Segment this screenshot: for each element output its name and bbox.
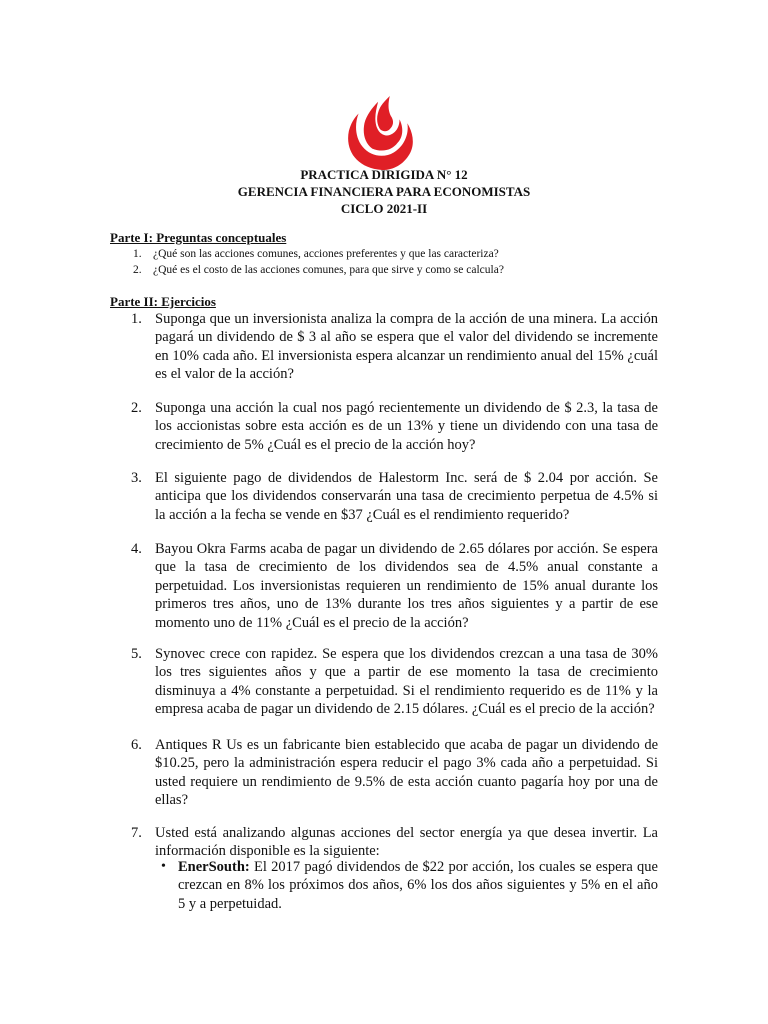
conceptual-question [110,262,504,278]
exercise-text: Suponga una acción la cual nos pagó recientemente un dividendo de $ 2.3, la tasa de los accionistas sobre esta acción es de un 13% y tiene un dividendo con una tasa de crecimiento de 5% ¿Cuál es el precio de la acción hoy? [155,400,658,453]
part2-title: Parte II: Ejercicios [110,294,216,309]
header-course: GERENCIA FINANCIERA PARA ECONOMISTAS [237,184,531,199]
exercise-item [110,310,658,384]
bullet-dot-icon: • [161,859,166,874]
document-header [0,166,768,217]
question-number: 1. [133,248,142,260]
exercise-number: 1. [131,311,142,327]
question-text: ¿Qué son las acciones comunes, acciones preferentes y que las caracteriza? [153,248,499,260]
bullet-body: El 2017 pagó dividendos de $22 por acción, los cuales se espera que crezcan en 8% los próximos dos años, 6% los dos años siguientes y 5% en el año 5 y a perpetuidad. [178,859,658,912]
question-number: 2. [133,264,142,276]
exercise-item [110,540,658,632]
exercise-text: Synovec crece con rapidez. Se espera que los dividendos crezcan a una tasa de 30% los tres siguientes años y que a partir de ese momento la tasa de crecimiento disminuya a 4% constante a perpetuidad. Si el rendimiento requerido es de 11% y la empresa acaba de pagar un dividendo de 2.15 dólares. ¿Cuál es el precio de la acción? [155,646,658,718]
question-text: ¿Qué es el costo de las acciones comunes, para que sirve y como se calcula? [153,264,504,276]
exercise-item [110,399,658,454]
exercise-item [110,824,658,861]
conceptual-question [110,246,499,262]
exercise-number: 2. [131,400,142,416]
exercise-item [110,736,658,810]
bullet-text [178,858,658,913]
exercise-item [110,469,658,524]
header-cycle: CICLO 2021-II [340,201,428,216]
university-logo [343,94,421,172]
header-title: PRACTICA DIRIGIDA N° 12 [300,167,468,182]
exercise-item [110,645,658,719]
bullet-item [155,858,658,913]
part1-title: Parte I: Preguntas conceptuales [110,230,287,245]
bullet-label: EnerSouth: [178,859,250,875]
exercise-text: Bayou Okra Farms acaba de pagar un dividendo de 2.65 dólares por acción. Se espera que la tasa de crecimiento de los dividendos sea de 4.5% anual constante a perpetuidad. Los inversionistas requieren un rendimiento de 15% anual durante los primeros tres años, uno de 13% durante los tres años siguientes y a partir de ese momento uno de 11% ¿Cuál es el precio de la acción? [155,541,658,631]
exercise-number: 4. [131,541,142,557]
exercise-number: 5. [131,646,142,662]
exercise-number: 6. [131,737,142,753]
exercise-text: El siguiente pago de dividendos de Halestorm Inc. será de $ 2.04 por acción. Se anticipa que los dividendos conservarán una tasa de crecimiento perpetua de 4.5% si la acción a la fecha se vende en $37 ¿Cuál es el rendimiento requerido? [155,470,658,523]
exercise-text: Suponga que un inversionista analiza la compra de la acción de una minera. La acción pagará un dividendo de $ 3 al año se espera que el valor del dividendo se incremente en 10% cada año. El inversionista espera alcanzar un rendimiento anual del 15% ¿cuál es el valor de la acción? [155,311,658,383]
exercise-number: 3. [131,470,142,486]
exercise-number: 7. [131,825,142,841]
exercise-text: Usted está analizando algunas acciones del sector energía ya que desea invertir. La información disponible es la siguiente: [155,825,658,860]
exercise-text: Antiques R Us es un fabricante bien establecido que acaba de pagar un dividendo de $10.25, pero la administración espera reducir el pago 3% cada año a perpetuidad. Si usted requiere un rendimiento de 9.5% de esta acción cuanto pagaría hoy por una de ellas? [155,737,658,809]
